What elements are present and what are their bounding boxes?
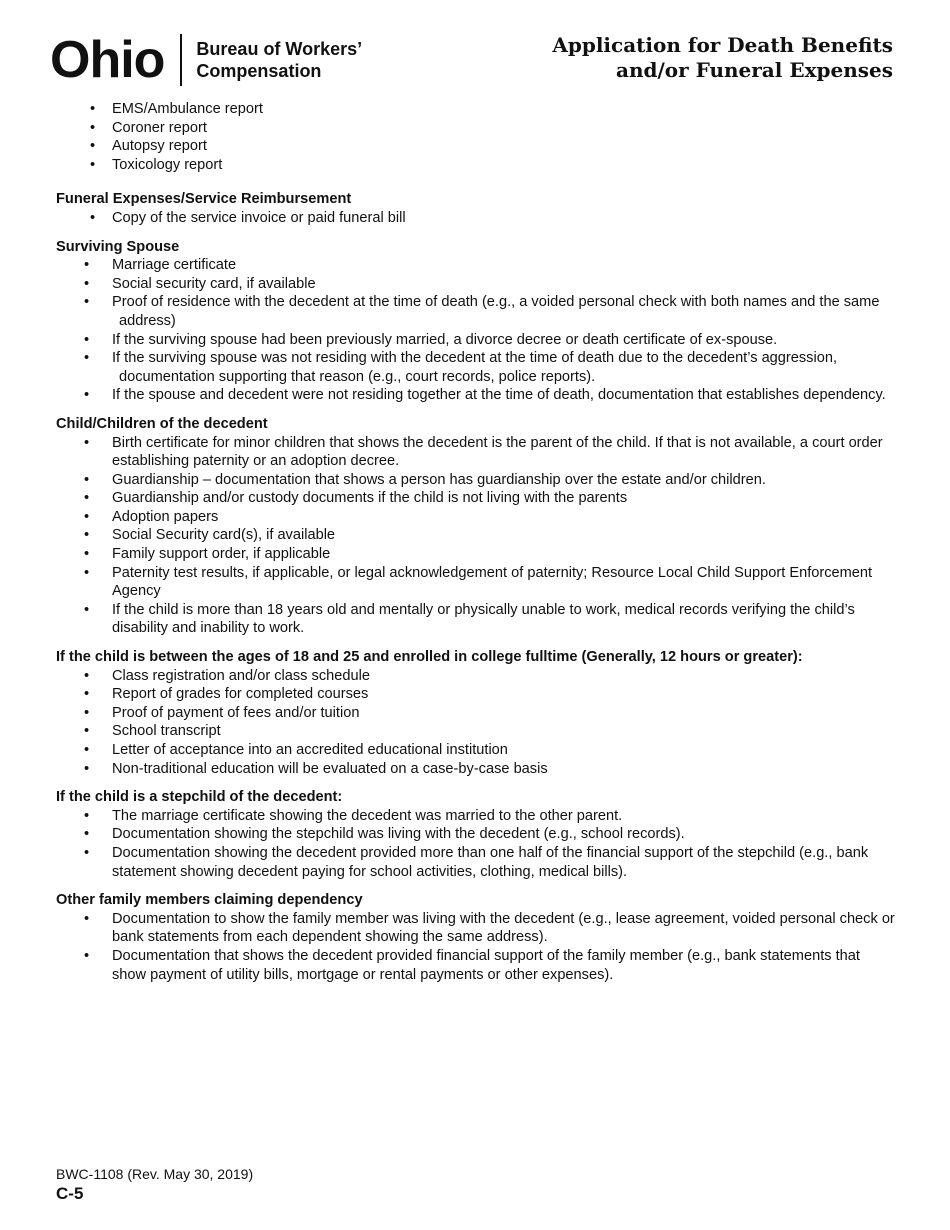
- ohio-bwc-logo: [50, 30, 362, 90]
- other-section: [56, 891, 896, 984]
- college-section: [56, 648, 896, 778]
- stepchild-list-item: • Documentation showing the decedent provided more than one half of the financial support of the stepchild (e.g., bank statement showing decedent paying for school activities, clothing, medical bills).: [56, 844, 896, 881]
- other-list-item: • Documentation to show the family member was living with the decedent (e.g., lease agreement, voided personal check or bank statements from each dependent showing the same address).: [56, 910, 896, 947]
- college-list-item: • Report of grades for completed courses: [56, 685, 896, 704]
- college-list-item: • Proof of payment of fees and/or tuition: [56, 704, 896, 723]
- college-list: [56, 667, 896, 779]
- page-number: C-5: [56, 1184, 84, 1203]
- logo-divider: [180, 34, 182, 86]
- children-list-item: • Guardianship and/or custody documents if the child is not living with the parents: [56, 489, 896, 508]
- other-list-item: • Documentation that shows the decedent provided financial support of the family member (e.g., bank statements that show payment of utility bills, mortgage or rental payments or other expenses).: [56, 947, 896, 984]
- spouse-list-item: • If the spouse and decedent were not residing together at the time of death, documentation that establishes dependency.: [56, 386, 896, 405]
- spouse-heading: Surviving Spouse: [56, 238, 180, 255]
- document-title: [552, 33, 893, 83]
- reports-list: [56, 100, 896, 174]
- funeral-list: [56, 209, 896, 228]
- stepchild-list: [56, 807, 896, 881]
- college-list-item: • Class registration and/or class schedule: [56, 667, 896, 686]
- stepchild-list-item: • Documentation showing the stepchild was living with the decedent (e.g., school records).: [56, 825, 896, 844]
- agency-line-1: Bureau of Workers’: [196, 39, 363, 59]
- other-heading: Other family members claiming dependency: [56, 892, 363, 909]
- form-id: BWC-1108 (Rev. May 30, 2019): [56, 1166, 254, 1182]
- other-list: [56, 910, 896, 984]
- college-list-item: • School transcript: [56, 722, 896, 741]
- reports-section: [56, 100, 896, 174]
- reports-list-item: • Autopsy report: [56, 137, 896, 156]
- funeral-heading: Funeral Expenses/Service Reimbursement: [56, 191, 352, 208]
- spouse-list-item: • If the surviving spouse had been previously married, a divorce decree or death certificate of ex-spouse.: [56, 331, 896, 350]
- document-title-line-1: Application for Death Benefits: [552, 33, 893, 57]
- college-heading: If the child is between the ages of 18 and 25 and enrolled in college fulltime (Generally, 12 hours or greater):: [56, 649, 803, 666]
- spouse-list-item: • If the surviving spouse was not residing with the decedent at the time of death due to the decedent’s aggression, documentation supporting that reason (e.g., court records, police reports).: [56, 349, 896, 386]
- agency-name: [196, 38, 362, 82]
- spouse-section: [56, 238, 896, 405]
- document-title-line-2: and/or Funeral Expenses: [615, 58, 893, 82]
- spouse-list-item: • Social security card, if available: [56, 275, 896, 294]
- stepchild-heading: If the child is a stepchild of the decedent:: [56, 789, 343, 806]
- agency-line-2: Compensation: [196, 61, 322, 81]
- children-list-item: • Social Security card(s), if available: [56, 526, 896, 545]
- children-list-item: • Birth certificate for minor children that shows the decedent is the parent of the child. If that is not available, a court order establishing paternity or an adoption decree.: [56, 434, 896, 471]
- reports-list-item: • EMS/Ambulance report: [56, 100, 896, 119]
- document-body: [56, 100, 896, 984]
- page-footer: [56, 1165, 253, 1205]
- reports-list-item: • Coroner report: [56, 119, 896, 138]
- funeral-list-item: • Copy of the service invoice or paid funeral bill: [56, 209, 896, 228]
- reports-list-item: • Toxicology report: [56, 156, 896, 175]
- spouse-list: [56, 256, 896, 405]
- college-list-item: • Non-traditional education will be evaluated on a case-by-case basis: [56, 760, 896, 779]
- children-list-item: • If the child is more than 18 years old and mentally or physically unable to work, medical records verifying the child’s disability and inability to work.: [56, 601, 896, 638]
- children-list-item: • Paternity test results, if applicable, or legal acknowledgement of paternity; Resource Local Child Support Enforcement Agency: [56, 564, 896, 601]
- ohio-wordmark: [50, 31, 165, 89]
- logo-text: Ohio: [50, 31, 165, 89]
- children-heading: Child/Children of the decedent: [56, 415, 268, 432]
- spouse-list-item: • Proof of residence with the decedent at the time of death (e.g., a voided personal check with both names and the same address): [56, 293, 896, 330]
- page-header: [0, 0, 950, 100]
- stepchild-section: [56, 788, 896, 881]
- funeral-section: [56, 190, 896, 227]
- children-list-item: • Adoption papers: [56, 508, 896, 527]
- children-section: [56, 415, 896, 638]
- children-list-item: • Family support order, if applicable: [56, 545, 896, 564]
- stepchild-list-item: • The marriage certificate showing the decedent was married to the other parent.: [56, 807, 896, 826]
- college-list-item: • Letter of acceptance into an accredited educational institution: [56, 741, 896, 760]
- spouse-list-item: • Marriage certificate: [56, 256, 896, 275]
- children-list: [56, 434, 896, 639]
- children-list-item: • Guardianship – documentation that shows a person has guardianship over the estate and/or children.: [56, 471, 896, 490]
